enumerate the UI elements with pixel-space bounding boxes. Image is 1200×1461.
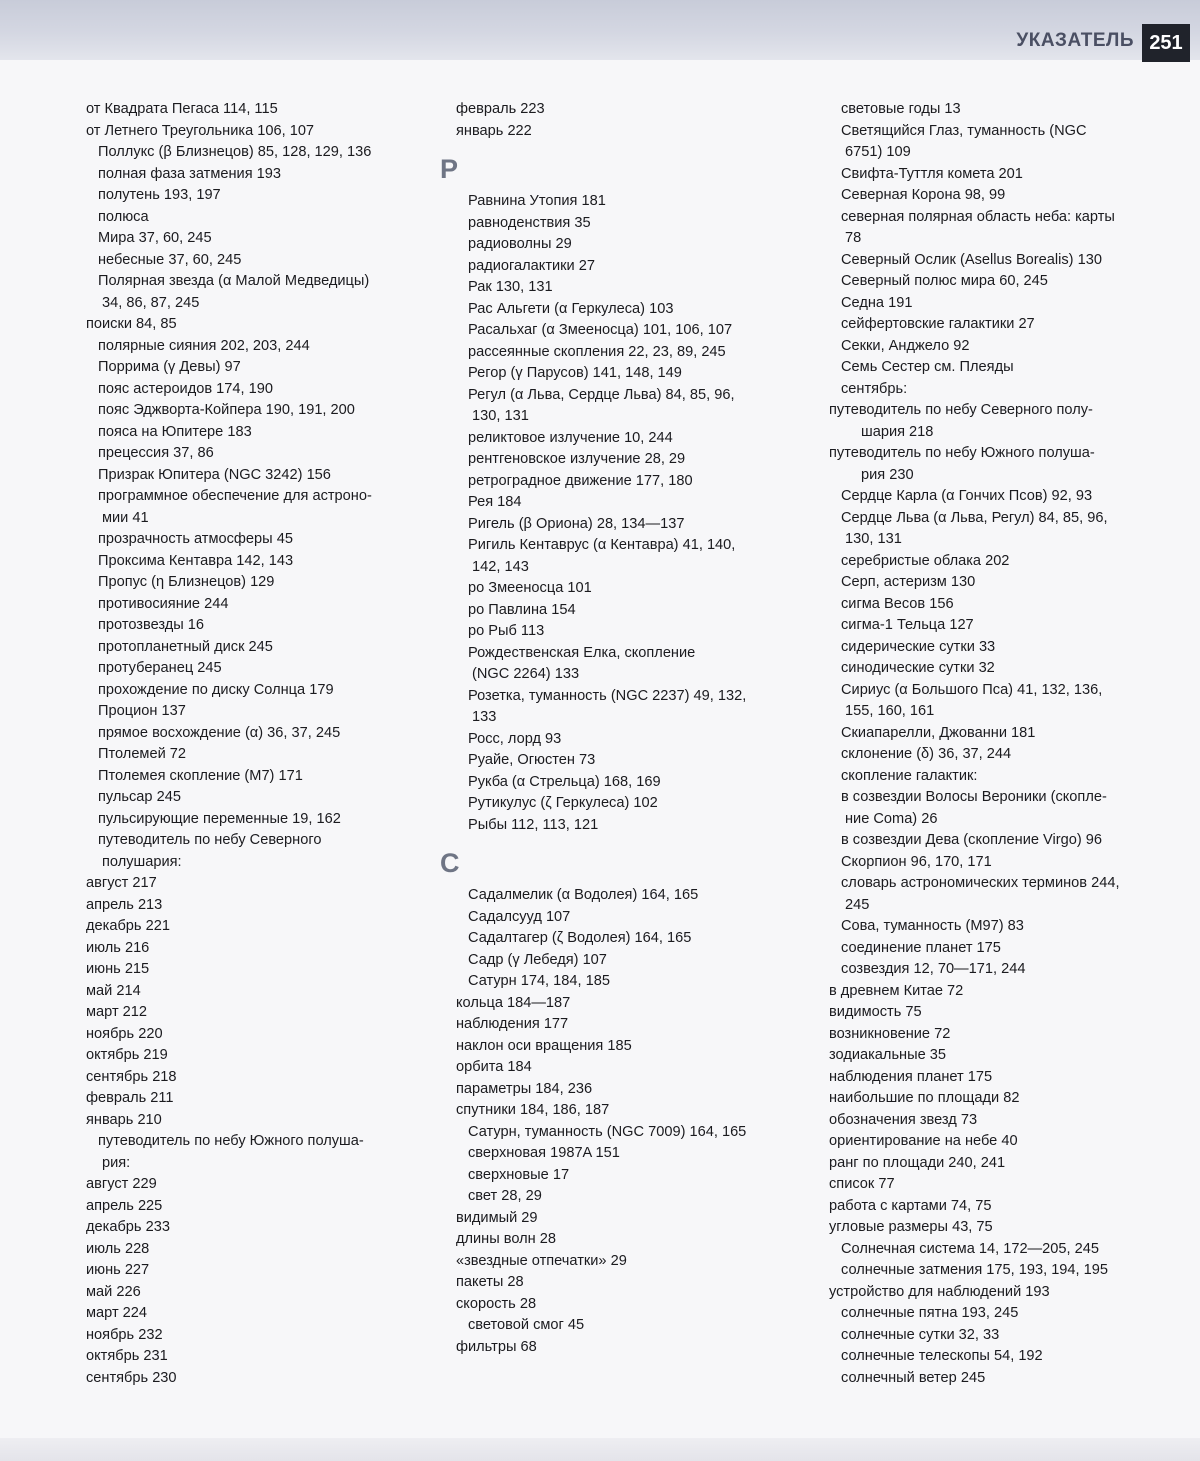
index-subentry: шария 218	[861, 423, 934, 440]
index-entry: прозрачность атмосферы 45	[98, 531, 293, 547]
index-entry: путеводитель по небу Северного	[98, 832, 322, 848]
index-subentry: наблюдения 177	[456, 1016, 569, 1032]
index-entry: радиогалактики 27	[468, 257, 595, 274]
index-subentry: скорость 28	[456, 1295, 537, 1312]
index-entry: программное обеспечение для астроно-	[98, 488, 372, 504]
index-entry: 155, 160, 161	[845, 703, 935, 719]
index-entry: Птолемей 72	[98, 746, 187, 762]
index-entry: протуберанец 245	[98, 660, 222, 676]
index-subentry: наблюдения планет 175	[829, 1068, 993, 1085]
index-entry: Рукба (α Стрельца) 168, 169	[468, 773, 661, 790]
index-entry: Рыбы 112, 113, 121	[468, 816, 599, 833]
index-entry: словарь астрономических терминов 244,	[841, 875, 1120, 891]
index-entry: Рак 130, 131	[468, 279, 553, 295]
index-entry: Рея 184	[468, 494, 522, 510]
index-column-2	[440, 99, 770, 1358]
index-entry: полушария:	[102, 853, 182, 870]
index-entry: реликтовое излучение 10, 244	[468, 429, 673, 446]
index-subentry: список 77	[829, 1176, 895, 1192]
index-entry: 142, 143	[472, 558, 529, 575]
index-subentry: кольца 184—187	[456, 994, 571, 1011]
index-subentry: октябрь 219	[86, 1047, 168, 1063]
index-subentry: август 217	[86, 875, 157, 891]
index-entry: сейфертовские галактики 27	[841, 316, 1035, 332]
index-entry: путеводитель по небу Южного полуша-	[98, 1133, 364, 1149]
index-entry: протопланетный диск 245	[98, 638, 273, 655]
index-entry: скопление галактик:	[841, 767, 978, 784]
index-entry: Птолемея скопление (M7) 171	[98, 767, 303, 784]
index-entry: Садр (γ Лебедя) 107	[468, 951, 607, 968]
index-entry: Садалсууд 107	[468, 908, 571, 925]
index-entry: Секки, Анджело 92	[841, 337, 970, 354]
index-subentry: июнь 215	[86, 961, 150, 977]
index-entry: соединение планет 175	[841, 939, 1001, 956]
index-entry: радиоволны 29	[468, 236, 572, 252]
index-entry: Садалмелик (α Водолея) 164, 165	[468, 887, 699, 903]
index-entry: Северный полюс мира 60, 245	[841, 273, 1048, 289]
index-subentry: видимость 75	[829, 1004, 922, 1020]
index-entry: противосияние 244	[98, 595, 229, 612]
index-entry: сигма Весов 156	[841, 595, 954, 612]
index-subentry: апрель 213	[86, 896, 163, 913]
index-entry: прецессия 37, 86	[98, 445, 214, 461]
index-entry: 130, 131	[845, 531, 902, 547]
index-subentry: угловые размеры 43, 75	[829, 1219, 993, 1235]
index-subentry: пакеты 28	[456, 1274, 524, 1290]
index-entry: Скиапарелли, Джованни 181	[841, 724, 1036, 741]
index-entry: Сердце Карла (α Гончих Псов) 92, 93	[841, 488, 1093, 504]
index-entry: пульсар 245	[98, 789, 181, 805]
index-subentry: июнь 227	[86, 1262, 150, 1278]
index-entry: солнечный ветер 245	[841, 1369, 986, 1386]
index-subentry: поиски 84, 85	[86, 316, 177, 332]
index-entry: рия:	[102, 1154, 131, 1171]
index-subentry: от Квадрата Пегаса 114, 115	[86, 101, 278, 117]
index-entry: Сириус (α Большого Пса) 41, 132, 136,	[841, 681, 1103, 698]
index-entry: ретроградное движение 177, 180	[468, 472, 693, 489]
index-entry: сверхновые 17	[468, 1166, 570, 1183]
index-entry: ро Змееносца 101	[468, 580, 592, 596]
index-entry: в созвездии Дева (скопление Virgo) 96	[841, 832, 1102, 848]
index-subentry: зодиакальные 35	[829, 1047, 946, 1063]
index-subentry: ранг по площади 240, 241	[829, 1154, 1006, 1171]
index-entry: Равнина Утопия 181	[468, 193, 606, 209]
index-entry: 6751) 109	[845, 144, 911, 160]
index-entry: Сова, туманность (M97) 83	[841, 918, 1024, 934]
index-entry: сигма-1 Тельца 127	[841, 617, 974, 633]
index-subentry: «звездные отпечатки» 29	[456, 1252, 627, 1269]
section-title: УКАЗАТЕЛЬ	[1016, 30, 1134, 51]
index-entry: Регор (γ Парусов) 141, 148, 149	[468, 365, 682, 381]
index-entry: световые годы 13	[841, 101, 961, 117]
index-letter-heading: С	[440, 848, 460, 878]
index-entry: рентгеновское излучение 28, 29	[468, 451, 686, 467]
index-entry: 245	[845, 896, 870, 913]
index-entry: (NGC 2264) 133	[472, 666, 580, 682]
index-subentry: возникновение 72	[829, 1025, 951, 1042]
index-entry: сидерические сутки 33	[841, 638, 996, 655]
index-entry: Седна 191	[841, 294, 913, 311]
index-entry: пояс Эджворта-Койпера 190, 191, 200	[98, 402, 355, 418]
index-entry: синодические сутки 32	[841, 660, 995, 676]
index-entry: Северная Корона 98, 99	[841, 187, 1006, 203]
index-entry: Розетка, туманность (NGC 2237) 49, 132,	[468, 687, 747, 704]
index-subentry: путеводитель по небу Северного полу-	[829, 402, 1093, 418]
index-entry: Солнечная система 14, 172—205, 245	[841, 1240, 1099, 1257]
index-subentry: наибольшие по площади 82	[829, 1090, 1020, 1106]
index-entry: Руайе, Огюстен 73	[468, 752, 596, 768]
index-entry: световой смог 45	[468, 1317, 585, 1333]
index-entry: ро Павлина 154	[468, 601, 576, 618]
index-entry: солнечные телескопы 54, 192	[841, 1348, 1043, 1364]
index-entry: в созвездии Волосы Вероники (скопле-	[841, 789, 1107, 805]
index-entry: Садалтагер (ζ Водолея) 164, 165	[468, 930, 692, 946]
index-subentry: рия 230	[861, 466, 914, 483]
index-subentry: ориентирование на небе 40	[829, 1133, 1018, 1149]
index-entry: Сатурн 174, 184, 185	[468, 973, 610, 989]
index-subentry: январь 222	[456, 122, 532, 139]
index-subentry: май 226	[86, 1283, 141, 1300]
index-entry: сентябрь:	[841, 380, 908, 397]
index-letter-heading: Р	[440, 154, 459, 184]
index-subentry: июль 228	[86, 1240, 150, 1257]
index-entry: склонение (δ) 36, 37, 244	[841, 746, 1012, 762]
index-entry: Северный Ослик (Asellus Borealis) 130	[841, 251, 1102, 268]
index-subentry: орбита 184	[456, 1059, 532, 1075]
index-entry: свет 28, 29	[468, 1188, 542, 1204]
index-entry: Поллукс (β Близнецов) 85, 128, 129, 136	[98, 144, 372, 160]
index-subentry: февраль 223	[456, 101, 545, 117]
index-entry: Ригель (β Ориона) 28, 134—137	[468, 515, 685, 532]
index-entry: пояс астероидов 174, 190	[98, 380, 273, 397]
index-entry: Семь Сестер см. Плеяды	[841, 359, 1014, 375]
index-entry: северная полярная область неба: карты	[841, 208, 1115, 225]
index-column-1	[70, 99, 410, 1389]
index-subentry: сентябрь 218	[86, 1068, 177, 1085]
index-entry: Расальхаг (α Змееносца) 101, 106, 107	[468, 322, 733, 338]
index-entry: прохождение по диску Солнца 179	[98, 681, 334, 698]
index-subentry: июль 216	[86, 939, 150, 956]
index-entry: полюса	[98, 208, 149, 225]
index-column-3	[813, 99, 1148, 1389]
index-entry: 130, 131	[472, 408, 529, 424]
index-entry: Проксима Кентавра 142, 143	[98, 552, 294, 569]
index-entry: Светящийся Глаз, туманность (NGC	[841, 122, 1087, 139]
index-entry: Сердце Льва (α Льва, Регул) 84, 85, 96,	[841, 509, 1108, 526]
index-entry: Рутикулус (ζ Геркулеса) 102	[468, 795, 658, 811]
index-entry: пульсирующие переменные 19, 162	[98, 810, 341, 827]
index-entry: Поррима (γ Девы) 97	[98, 359, 241, 375]
index-subentry: от Летнего Треугольника 106, 107	[86, 122, 315, 139]
index-entry: Полярная звезда (α Малой Медведицы)	[98, 273, 370, 289]
index-entry: солнечные пятна 193, 245	[841, 1305, 1019, 1321]
index-entry: Мира 37, 60, 245	[98, 230, 212, 246]
index-subentry: спутники 184, 186, 187	[456, 1102, 610, 1118]
index-entry: полутень 193, 197	[98, 187, 221, 203]
index-entry: ро Рыб 113	[468, 623, 545, 639]
index-entry: Росс, лорд 93	[468, 730, 562, 747]
index-entry: Сатурн, туманность (NGC 7009) 164, 165	[468, 1123, 747, 1140]
index-entry: солнечные сутки 32, 33	[841, 1326, 1000, 1343]
index-subentry: сентябрь 230	[86, 1369, 177, 1386]
index-entry: Свифта-Туттля комета 201	[841, 165, 1023, 182]
index-subentry: апрель 225	[86, 1197, 163, 1214]
index-subentry: параметры 184, 236	[456, 1080, 593, 1097]
index-subentry: длины волн 28	[456, 1231, 557, 1247]
index-entry: прямое восхождение (α) 36, 37, 245	[98, 724, 341, 741]
index-entry: пояса на Юпитере 183	[98, 423, 252, 440]
index-entry: сверхновая 1987A 151	[468, 1145, 620, 1161]
index-entry: равноденствия 35	[468, 214, 591, 231]
index-entry: Регул (α Льва, Сердце Льва) 84, 85, 96,	[468, 386, 735, 403]
index-subentry: путеводитель по небу Южного полуша-	[829, 445, 1095, 461]
index-entry: 133	[472, 709, 497, 725]
index-subentry: фильтры 68	[456, 1338, 537, 1355]
index-subentry: октябрь 231	[86, 1348, 168, 1364]
bottom-shadow	[0, 1438, 1200, 1461]
index-entry: ние Coma) 26	[845, 810, 938, 827]
index-entry: Ригиль Кентаврус (α Кентавра) 41, 140,	[468, 537, 736, 553]
index-entry: созвездия 12, 70—171, 244	[841, 961, 1026, 977]
index-subentry: декабрь 221	[86, 918, 170, 934]
index-entry: рассеянные скопления 22, 23, 89, 245	[468, 343, 726, 360]
index-subentry: устройство для наблюдений 193	[829, 1283, 1050, 1300]
index-entry: Призрак Юпитера (NGC 3242) 156	[98, 466, 331, 483]
index-entry: полярные сияния 202, 203, 244	[98, 337, 310, 354]
index-entry: Процион 137	[98, 703, 186, 719]
index-subentry: август 229	[86, 1176, 157, 1192]
index-subentry: ноябрь 232	[86, 1326, 163, 1343]
index-subentry: видимый 29	[456, 1209, 538, 1226]
index-subentry: наклон оси вращения 185	[456, 1037, 632, 1054]
page-number: 251	[1142, 24, 1190, 62]
index-subentry: ноябрь 220	[86, 1025, 163, 1042]
index-entry: серебристые облака 202	[841, 552, 1010, 569]
index-entry: протозвезды 16	[98, 617, 205, 633]
index-subentry: май 214	[86, 982, 141, 999]
index-entry: полная фаза затмения 193	[98, 165, 282, 182]
index-subentry: февраль 211	[86, 1090, 174, 1106]
index-subentry: январь 210	[86, 1111, 162, 1128]
index-entry: мии 41	[102, 509, 149, 526]
index-entry: Рождественская Елка, скопление	[468, 644, 696, 661]
index-entry: солнечные затмения 175, 193, 194, 195	[841, 1262, 1108, 1278]
index-entry: Рас Альгети (α Геркулеса) 103	[468, 300, 674, 317]
index-subentry: март 224	[86, 1305, 148, 1321]
index-subentry: март 212	[86, 1004, 148, 1020]
index-subentry: в древнем Китае 72	[829, 982, 964, 999]
index-subentry: обозначения звезд 73	[829, 1111, 978, 1128]
index-subentry: декабрь 233	[86, 1219, 170, 1235]
index-entry: Серп, астеризм 130	[841, 574, 976, 590]
index-entry: небесные 37, 60, 245	[98, 251, 242, 268]
index-entry: Скорпион 96, 170, 171	[841, 853, 992, 870]
index-subentry: работа с картами 74, 75	[829, 1197, 992, 1214]
index-entry: 78	[845, 230, 862, 246]
index-entry: 34, 86, 87, 245	[102, 294, 200, 311]
index-entry: Пропус (η Близнецов) 129	[98, 574, 275, 590]
